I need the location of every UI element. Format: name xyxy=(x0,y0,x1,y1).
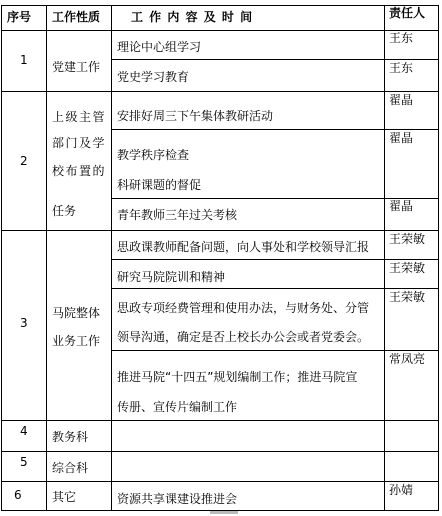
task-owner: 王东 xyxy=(389,31,414,45)
task-text: 资源共享课建设推进会 xyxy=(117,492,238,506)
row-nature: 党建工作 xyxy=(52,60,101,74)
scroll-indicator xyxy=(210,511,238,514)
task-text: 安排好周三下午集体教研活动 xyxy=(117,109,274,123)
task-text: 领导沟通，确定是否上校长办公会或者党委会。 xyxy=(117,330,370,344)
task-text: 思政专项经费管理和使用办法，与财务处、分管 xyxy=(117,301,370,315)
task-owner: 孙婧 xyxy=(389,483,414,497)
task-text: 推进马院“十四五”规划编制工作；推进马院宣 xyxy=(117,370,358,384)
task-owner: 王荣敏 xyxy=(389,232,426,246)
grid-line xyxy=(1,5,2,511)
task-text: 教学秩序检查 xyxy=(117,148,190,162)
task-owner: 王东 xyxy=(389,61,414,75)
header-seq: 序号 xyxy=(7,10,32,24)
row-nature: 其它 xyxy=(52,490,77,504)
row-seq: 2 xyxy=(20,154,28,168)
task-text: 传册、宣传片编制工作 xyxy=(117,400,238,414)
task-owner: 王荣敏 xyxy=(389,261,426,275)
grid-line xyxy=(46,5,47,511)
grid-line xyxy=(111,59,439,60)
grid-line xyxy=(1,91,439,92)
task-owner: 翟晶 xyxy=(389,199,414,213)
header-owner: 责任人 xyxy=(389,6,426,20)
row-nature: 马院整体 xyxy=(52,306,101,320)
task-owner: 王荣敏 xyxy=(389,290,426,304)
grid-line xyxy=(384,5,385,511)
grid-line xyxy=(1,5,439,6)
task-text: 青年教师三年过关考核 xyxy=(117,208,238,222)
header-nature: 工作性质 xyxy=(52,10,101,24)
row-nature: 业务工作 xyxy=(52,334,101,348)
grid-line xyxy=(111,259,439,260)
grid-line xyxy=(111,288,439,289)
task-owner: 常凤亮 xyxy=(389,352,426,366)
grid-line xyxy=(1,481,439,482)
task-text: 研究马院院训和精神 xyxy=(117,270,226,284)
task-text: 理论中心组学习 xyxy=(117,40,202,54)
task-text: 科研课题的督促 xyxy=(117,178,202,192)
task-text: 思政课教师配备问题，向人事处和学校领导汇报 xyxy=(117,240,370,254)
row-nature: 上级主管 xyxy=(52,110,107,124)
task-text: 党史学习教育 xyxy=(117,70,190,84)
row-nature: 教务科 xyxy=(52,430,89,444)
row-seq: 6 xyxy=(14,488,22,502)
grid-line xyxy=(1,230,439,231)
row-nature: 部门及学 xyxy=(52,136,107,150)
row-seq: 4 xyxy=(20,424,28,438)
row-nature: 任务 xyxy=(52,204,77,218)
grid-line xyxy=(438,5,439,511)
row-seq: 3 xyxy=(20,316,28,330)
row-nature: 校布置的 xyxy=(52,164,107,178)
grid-line xyxy=(1,420,439,421)
row-seq: 1 xyxy=(20,53,28,67)
grid-line xyxy=(1,30,439,31)
row-nature: 综合科 xyxy=(52,461,89,475)
grid-line xyxy=(111,129,439,130)
grid-line xyxy=(111,5,112,511)
grid-line xyxy=(111,350,439,351)
header-content: 工 作 内 容 及 时 间 xyxy=(131,10,254,24)
grid-line xyxy=(1,451,439,452)
task-owner: 翟晶 xyxy=(389,93,414,107)
row-seq: 5 xyxy=(20,455,28,469)
task-owner: 翟晶 xyxy=(389,131,414,145)
